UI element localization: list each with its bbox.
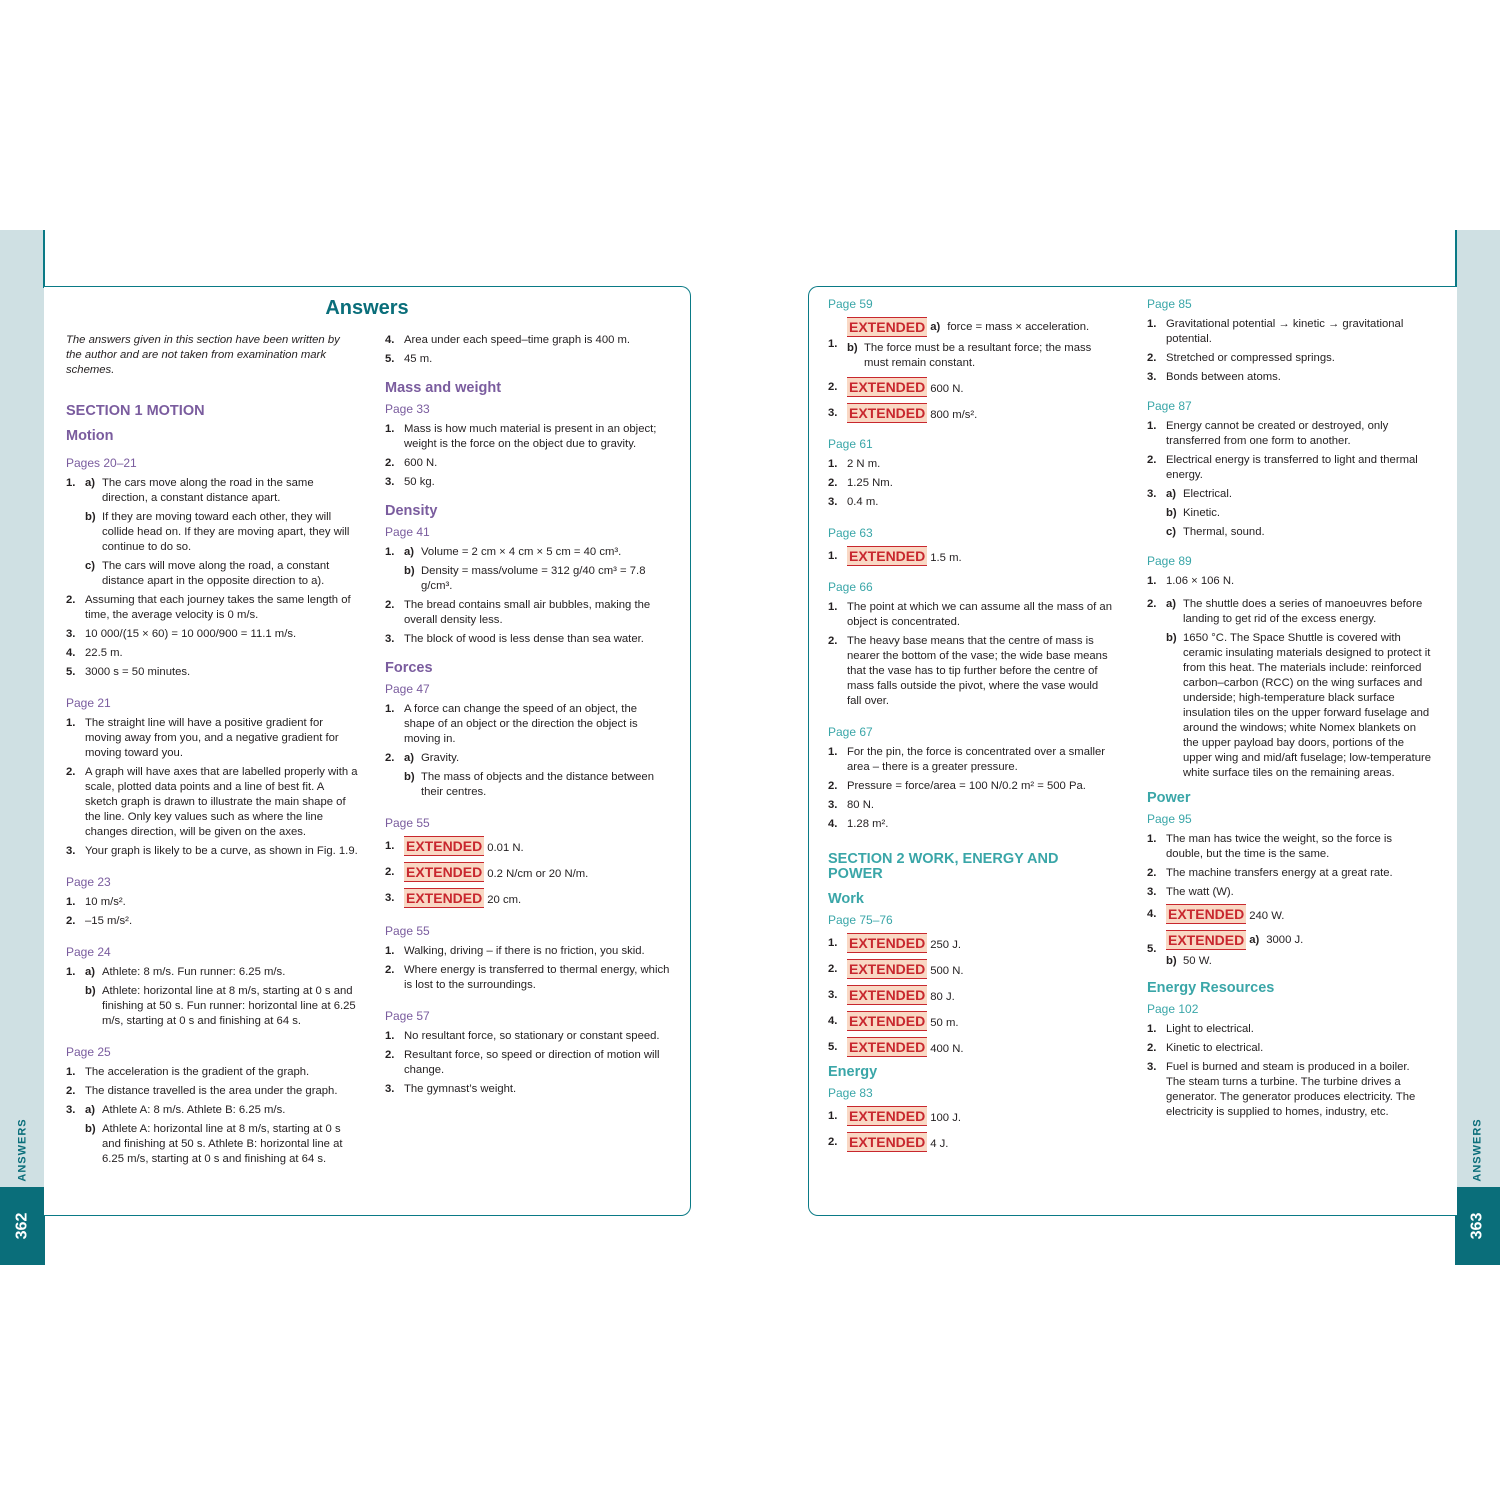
answer-item: 1. 2 N m.	[828, 458, 881, 470]
answer-item: 2. Kinetic to electrical.	[1147, 1042, 1264, 1054]
answer-item: 2. A graph will have axes that are labelled properly with a scale, plotted data points and a line of best fit. A sketch graph is drawn to illustrate the main shape of the line. Only key values such as where the line changes direction, will be given on the axes.	[66, 766, 358, 838]
answer-item: 2. The distance travelled is the area under the graph.	[66, 1085, 338, 1097]
answer-item: 3. 0.4 m.	[828, 496, 879, 508]
answer-item: 2. Where energy is transferred to thermal energy, which is lost to the surroundings.	[385, 964, 670, 991]
answer-item: 1. EXTENDED 250 J.	[828, 935, 962, 951]
answer-item: 3. The block of wood is less dense than sea water.	[385, 633, 644, 645]
extended-badge: EXTENDED	[849, 405, 926, 421]
page-ref-heading: Page 41	[385, 525, 430, 539]
left-page-panel	[44, 286, 691, 1216]
right-column-2	[1147, 297, 1432, 1124]
answer-item: 4. 22.5 m.	[66, 647, 123, 659]
topic-heading: Density	[385, 503, 438, 519]
topic-heading: Motion	[66, 428, 114, 444]
page-ref-heading: Page 61	[828, 437, 873, 451]
answer-item: 3. 80 N.	[828, 799, 875, 811]
extended-badge: EXTENDED	[849, 379, 926, 395]
answer-item: 2. Pressure = force/area = 100 N/0.2 m² = 500 Pa.	[828, 780, 1086, 792]
answer-item: 1. a) Athlete: 8 m/s. Fun runner: 6.25 m/s. b) Athlete: horizontal line at 8 m/s, starting at 0 s and finishing at 50 s. Fun runner: horizontal line at 6.25 m/s, starting at 0 s and finishing at 64 s.	[66, 966, 356, 1027]
page-ref-heading: Page 23	[66, 875, 111, 889]
page-ref-heading: Page 55	[385, 924, 430, 938]
page-ref-heading: Page 33	[385, 402, 430, 416]
right-page-number: 363	[1455, 1187, 1500, 1265]
answer-item: 3. The watt (W).	[1147, 886, 1234, 898]
answer-item: 1. a) The cars move along the road in the same direction, a constant distance apart. b) If they are moving toward each other, they will collide head on. If they are moving apart, they will continue to do so. c) The cars will move along the road, a constant distance apart in the opposite direction to a).	[66, 477, 350, 587]
page-ref-heading: Page 59	[828, 297, 873, 311]
answer-item: 3. 10 000/(15 × 60) = 10 000/900 = 11.1 m/s.	[66, 628, 297, 640]
answer-item: 1. a) Volume = 2 cm × 4 cm × 5 cm = 40 cm³. b) Density = mass/volume = 312 g/40 cm³ = 7.8 g/cm³.	[385, 546, 646, 592]
page-ref-heading: Page 63	[828, 526, 873, 540]
answer-item: 1. 1.06 × 106 N.	[1147, 575, 1235, 587]
answer-item: 1. Mass is how much material is present in an object; weight is the force on the object due to gravity.	[385, 423, 657, 450]
extended-badge: EXTENDED	[849, 1039, 926, 1055]
answer-item: 2. EXTENDED 500 N.	[828, 961, 964, 977]
answer-item: 1. The man has twice the weight, so the force is double, but the time is the same.	[1147, 833, 1393, 860]
left-section-label: ANSWERS	[16, 1118, 29, 1182]
answer-item: 2. Assuming that each journey takes the same length of time, the average velocity is 0 m/s.	[66, 594, 351, 621]
right-column-1	[828, 297, 1113, 1158]
answer-item: 1. A force can change the speed of an object, the shape of an object or the direction the object is moving in.	[385, 703, 638, 745]
answer-item: 2. The heavy base means that the centre of mass is nearer the bottom of the vase; the wide base means that the vase has to tip further before the centre of mass falls outside the pivot, where the vase would fall over.	[828, 635, 1108, 707]
left-column-1	[66, 333, 358, 1171]
topic-heading: Energy	[828, 1064, 878, 1080]
answer-item: 1. Gravitational potential → kinetic → gravitational potential.	[1147, 318, 1404, 345]
page-ref-heading: Page 67	[828, 725, 873, 739]
left-margin-rule	[43, 230, 45, 288]
left-page-number: 362	[0, 1187, 45, 1265]
answer-item: 1. EXTENDED 1.5 m.	[828, 548, 962, 564]
intro-note: The answers given in this section have been written by the author and are not taken from examination mark schemes.	[66, 334, 340, 376]
answer-item: 3. The gymnast’s weight.	[385, 1083, 517, 1095]
answer-item: 3. 50 kg.	[385, 476, 435, 488]
answer-item: 1. No resultant force, so stationary or constant speed.	[385, 1030, 660, 1042]
answer-item: 1. Light to electrical.	[1147, 1023, 1254, 1035]
answer-item: 5. 3000 s = 50 minutes.	[66, 666, 191, 678]
right-margin-rule	[1455, 230, 1457, 288]
answer-item: 2. Electrical energy is transferred to light and thermal energy.	[1147, 454, 1418, 481]
topic-heading: Power	[1147, 790, 1191, 806]
answer-item: 2. Stretched or compressed springs.	[1147, 352, 1335, 364]
extended-badge: EXTENDED	[406, 838, 483, 854]
answer-item: 3. Your graph is likely to be a curve, as shown in Fig. 1.9.	[66, 845, 358, 857]
page-ref-heading: Pages 20–21	[66, 456, 137, 470]
extended-badge: EXTENDED	[849, 1134, 926, 1150]
extended-badge: EXTENDED	[849, 935, 926, 951]
left-column-2	[385, 333, 670, 1101]
section-heading: SECTION 1 MOTION	[66, 403, 205, 419]
answer-item: 5. 45 m.	[385, 353, 433, 365]
page-ref-heading: Page 83	[828, 1086, 873, 1100]
answer-item: 4. EXTENDED 50 m.	[828, 1013, 959, 1029]
page-ref-heading: Page 21	[66, 696, 111, 710]
answer-item: 2. Resultant force, so speed or direction of motion will change.	[385, 1049, 660, 1076]
extended-badge: EXTENDED	[849, 548, 926, 564]
extended-badge: EXTENDED	[849, 1108, 926, 1124]
section-heading: SECTION 2 WORK, ENERGY AND POWER	[828, 851, 1059, 882]
topic-heading: Mass and weight	[385, 380, 502, 396]
page-title: Answers	[325, 297, 409, 319]
answer-item: 2. EXTENDED 600 N.	[828, 379, 964, 395]
topic-heading: Forces	[385, 660, 433, 676]
answer-item: 3. Bonds between atoms.	[1147, 371, 1281, 383]
extended-badge: EXTENDED	[1168, 906, 1245, 922]
answer-item: 1. The point at which we can assume all the mass of an object is concentrated.	[828, 601, 1112, 628]
answer-item: 2. EXTENDED 0.2 N/cm or 20 N/m.	[385, 864, 589, 880]
page-ref-heading: Page 95	[1147, 812, 1192, 826]
answer-item: 1. Walking, driving – if there is no friction, you skid.	[385, 945, 645, 957]
extended-badge: EXTENDED	[849, 961, 926, 977]
answer-item: 4. EXTENDED 240 W.	[1147, 906, 1285, 922]
page-ref-heading: Page 55	[385, 816, 430, 830]
answer-item: 5. EXTENDED a) 3000 J. b) 50 W.	[1147, 932, 1304, 967]
answer-item: 1. For the pin, the force is concentrated over a smaller area – there is a greater pressure.	[828, 746, 1106, 773]
page-ref-heading: Page 24	[66, 945, 111, 959]
answer-item: 3. EXTENDED 800 m/s².	[828, 405, 978, 421]
page-ref-heading: Page 102	[1147, 1002, 1199, 1016]
extended-badge: EXTENDED	[406, 864, 483, 880]
answer-item: 3. EXTENDED 20 cm.	[385, 890, 522, 906]
answer-item: 2. The machine transfers energy at a great rate.	[1147, 867, 1393, 879]
answer-item: 1. The straight line will have a positive gradient for moving away from you, and a negative gradient for moving toward you.	[66, 717, 339, 759]
answer-item: 2. a) The shuttle does a series of manoeuvres before landing to get rid of the excess energy. b) 1650 °C. The Space Shuttle is covered with ceramic insulating materials designed to protect it from this heat. The materials include: reinforced carbon–carbon (RCC) on the wing surfaces and underside; high-temperature black surface insulation tiles on the upper forward fuselage and around the windows; white Nomex blankets on the upper payload bay doors, portions of the upper wing and mid/aft fuselage; low-temperature white surface tiles on the remaining areas.	[1147, 598, 1432, 779]
answer-item: 1. The acceleration is the gradient of the graph.	[66, 1066, 310, 1078]
answer-item: 1. EXTENDED 100 J.	[828, 1108, 962, 1124]
page-ref-heading: Page 75–76	[828, 913, 893, 927]
page-ref-heading: Page 89	[1147, 554, 1192, 568]
page-ref-heading: Page 25	[66, 1045, 111, 1059]
page-ref-heading: Page 57	[385, 1009, 430, 1023]
answer-item: 1. Energy cannot be created or destroyed, only transferred from one form to another.	[1147, 420, 1389, 447]
answer-item: 2. 1.25 Nm.	[828, 477, 893, 489]
page-ref-heading: Page 85	[1147, 297, 1192, 311]
answer-item: 1. EXTENDED a) force = mass × acceleration. b) The force must be a resultant force; the mass must remain constant.	[828, 319, 1092, 369]
page-ref-heading: Page 66	[828, 580, 873, 594]
answer-item: 4. Area under each speed–time graph is 400 m.	[385, 334, 631, 346]
answer-item: 2. EXTENDED 4 J.	[828, 1134, 949, 1150]
extended-badge: EXTENDED	[849, 987, 926, 1003]
answer-item: 1. EXTENDED 0.01 N.	[385, 838, 524, 854]
answer-item: 3. a) Athlete A: 8 m/s. Athlete B: 6.25 m/s. b) Athlete A: horizontal line at 8 m/s, starting at 0 s and finishing at 50 s. Athlete B: horizontal line at 6.25 m/s, starting at 0 s and finishing at 64 s.	[66, 1104, 343, 1165]
answer-item: 1. 10 m/s².	[66, 896, 126, 908]
topic-heading: Energy Resources	[1147, 980, 1275, 996]
topic-heading: Work	[828, 891, 864, 907]
page-ref-heading: Page 47	[385, 682, 430, 696]
answer-item: 3. a) Electrical. b) Kinetic. c) Thermal, sound.	[1147, 488, 1265, 538]
answer-item: 2. The bread contains small air bubbles, making the overall density less.	[385, 599, 651, 626]
answer-item: 2. a) Gravity. b) The mass of objects and the distance between their centres.	[385, 752, 654, 798]
answer-item: 5. EXTENDED 400 N.	[828, 1039, 964, 1055]
extended-badge: EXTENDED	[849, 319, 926, 335]
right-section-label: ANSWERS	[1471, 1118, 1484, 1182]
right-page-panel	[808, 286, 1457, 1216]
answer-item: 3. Fuel is burned and steam is produced in a boiler. The steam turns a turbine. The turbine drives a generator. The generator produces electricity. The electricity is supplied to homes, industry, etc.	[1147, 1061, 1416, 1118]
answer-item: 3. EXTENDED 80 J.	[828, 987, 955, 1003]
answer-item: 2. 600 N.	[385, 457, 438, 469]
answer-item: 4. 1.28 m².	[828, 818, 889, 830]
extended-badge: EXTENDED	[406, 890, 483, 906]
extended-badge: EXTENDED	[1168, 932, 1245, 948]
page-ref-heading: Page 87	[1147, 399, 1192, 413]
answer-item: 2. –15 m/s².	[66, 915, 133, 927]
extended-badge: EXTENDED	[849, 1013, 926, 1029]
